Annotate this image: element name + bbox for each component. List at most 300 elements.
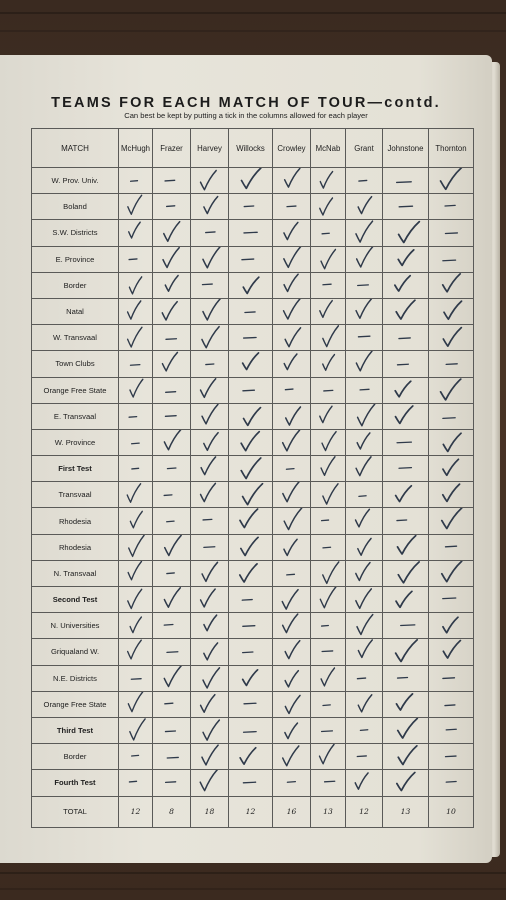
selection-cell [273, 560, 311, 586]
match-name: Second Test [32, 587, 119, 613]
tick-mark [241, 432, 259, 451]
tick-mark [356, 351, 372, 371]
tick-mark [202, 404, 218, 423]
tick-mark [323, 484, 338, 504]
tick-mark [284, 223, 298, 240]
dash-mark [446, 756, 456, 757]
table-row [32, 194, 474, 220]
match-name: Boland [32, 194, 119, 220]
selection-cell [153, 246, 191, 272]
booklet-page [0, 55, 492, 863]
dash-mark [397, 182, 411, 183]
dash-mark [167, 652, 178, 653]
tick-mark [164, 222, 180, 242]
selection-cell [119, 351, 153, 377]
tick-mark [320, 406, 332, 422]
dash-mark [167, 206, 175, 207]
selection-cell [311, 325, 346, 351]
dash-mark [399, 206, 412, 207]
tick-mark [201, 694, 215, 711]
tick-mark [395, 275, 410, 290]
dash-mark [130, 365, 140, 366]
selection-cell [229, 377, 273, 403]
selection-cell [153, 560, 191, 586]
tick-mark [128, 641, 142, 660]
selection-cell [191, 717, 229, 743]
dash-mark [242, 259, 254, 260]
selection-cell [273, 298, 311, 324]
dash-mark [322, 626, 329, 627]
dash-mark [286, 469, 294, 470]
selection-cell [273, 665, 311, 691]
tick-mark [130, 512, 142, 528]
selection-cell [153, 482, 191, 508]
selection-cell [153, 429, 191, 455]
match-name: Third Test [32, 717, 119, 743]
selection-cell [229, 194, 273, 220]
selection-cell [383, 639, 429, 665]
dash-mark [131, 181, 138, 182]
tick-mark [398, 535, 416, 553]
tick-mark [165, 275, 178, 291]
selection-cell [383, 168, 429, 194]
selection-cell [429, 194, 474, 220]
selection-cell [119, 691, 153, 717]
tick-mark [164, 430, 180, 450]
selection-cell [229, 744, 273, 770]
table-row [32, 717, 474, 743]
selection-cell [429, 560, 474, 586]
selection-cell [311, 377, 346, 403]
dash-mark [243, 783, 255, 784]
player-header: Harvey [191, 129, 229, 168]
table-row [32, 639, 474, 665]
selection-cell [346, 220, 383, 246]
selection-cell [383, 403, 429, 429]
dash-mark [322, 520, 329, 521]
dash-mark [322, 234, 329, 235]
match-name: Rhodesia [32, 508, 119, 534]
selection-cell [119, 325, 153, 351]
tick-mark [203, 667, 219, 687]
selection-cell [229, 587, 273, 613]
selection-cell [383, 351, 429, 377]
selection-cell [311, 639, 346, 665]
tick-mark [284, 274, 298, 291]
tick-mark [285, 695, 300, 713]
dash-mark [446, 782, 456, 783]
tick-mark [282, 590, 298, 609]
selection-cell [383, 325, 429, 351]
selection-cell [119, 639, 153, 665]
selection-cell [273, 403, 311, 429]
match-name: Town Clubs [32, 351, 119, 377]
tick-mark [358, 404, 375, 426]
selection-cell [383, 194, 429, 220]
dash-mark [445, 233, 457, 234]
tick-mark [396, 591, 412, 607]
selection-cell [229, 168, 273, 194]
tick-mark [163, 247, 179, 267]
tick-mark [129, 535, 144, 556]
selection-cell [153, 587, 191, 613]
selection-cell [273, 717, 311, 743]
tick-mark [283, 482, 300, 502]
match-name: N. Transvaal [32, 560, 119, 586]
selection-cell [191, 429, 229, 455]
dash-mark [357, 756, 366, 757]
dash-mark [131, 678, 141, 679]
total-value: 12 [346, 796, 383, 827]
dash-mark [398, 677, 408, 678]
tick-mark [442, 508, 462, 529]
dash-mark [244, 233, 257, 234]
tick-mark [285, 641, 300, 659]
player-header: Johnstone [383, 129, 429, 168]
tick-mark [395, 381, 411, 397]
tick-mark [128, 301, 141, 319]
selection-cell [311, 482, 346, 508]
selection-cell [153, 456, 191, 482]
selection-cell [119, 168, 153, 194]
dash-mark [166, 339, 177, 340]
selection-cell [346, 691, 383, 717]
dash-mark [325, 782, 335, 783]
selection-cell [429, 403, 474, 429]
selection-cell [346, 377, 383, 403]
dash-mark [166, 782, 176, 783]
selection-cell [229, 613, 273, 639]
selection-cell [119, 456, 153, 482]
tick-mark [444, 301, 462, 319]
player-header: Frazer [153, 129, 191, 168]
table-row [32, 456, 474, 482]
player-header: Grant [346, 129, 383, 168]
selection-cell [429, 298, 474, 324]
tick-mark [357, 247, 373, 267]
selection-cell [153, 272, 191, 298]
selection-cell [191, 272, 229, 298]
table-row [32, 744, 474, 770]
tick-mark [356, 299, 371, 318]
selection-cell [429, 272, 474, 298]
selection-cell [429, 508, 474, 534]
selection-cell [346, 298, 383, 324]
tick-mark [356, 510, 370, 528]
table-row [32, 246, 474, 272]
tick-mark [202, 327, 219, 348]
selection-cell [346, 639, 383, 665]
total-value: 8 [153, 796, 191, 827]
tick-mark [284, 354, 297, 370]
tick-mark [285, 723, 298, 738]
tick-mark [320, 198, 333, 215]
dash-mark [165, 180, 175, 181]
tick-mark [443, 328, 461, 347]
selection-cell [229, 325, 273, 351]
selection-cell [429, 717, 474, 743]
dash-mark [245, 312, 255, 313]
dash-mark [165, 703, 173, 704]
selection-cell [229, 770, 273, 796]
selection-cell [429, 770, 474, 796]
tick-mark [204, 197, 218, 214]
selection-cell [429, 246, 474, 272]
selection-cell [311, 691, 346, 717]
selection-cell [383, 770, 429, 796]
selection-cell [429, 587, 474, 613]
tick-mark [240, 564, 257, 582]
selection-cell [311, 246, 346, 272]
selection-cell [153, 325, 191, 351]
selection-cell [311, 351, 346, 377]
selection-cell [229, 246, 273, 272]
total-value: 10 [429, 796, 474, 827]
selection-cell [383, 482, 429, 508]
dash-mark [323, 705, 330, 706]
selection-cell [273, 744, 311, 770]
selection-cell [346, 587, 383, 613]
tick-mark [320, 301, 332, 318]
tick-mark [129, 277, 141, 294]
tick-mark [320, 745, 335, 764]
selection-cell [383, 220, 429, 246]
selection-cell [346, 351, 383, 377]
table-row [32, 220, 474, 246]
tick-mark [243, 669, 258, 685]
selection-cell [273, 613, 311, 639]
selection-cell [383, 613, 429, 639]
tick-mark [321, 249, 335, 268]
tick-mark [201, 457, 215, 475]
selection-cell [191, 403, 229, 429]
dash-mark [360, 389, 369, 390]
tick-mark [398, 718, 417, 738]
match-name: First Test [32, 456, 119, 482]
dash-mark [165, 731, 175, 732]
selection-cell [119, 429, 153, 455]
selection-cell [229, 298, 273, 324]
total-value: 13 [383, 796, 429, 827]
selection-cell [346, 508, 383, 534]
dash-mark [204, 546, 215, 547]
selection-cell [346, 744, 383, 770]
selection-cell [191, 508, 229, 534]
table-row [32, 168, 474, 194]
tick-mark [129, 223, 140, 239]
selection-cell [429, 325, 474, 351]
tick-mark [164, 666, 181, 686]
selection-cell [191, 168, 229, 194]
dash-mark [242, 600, 252, 601]
selection-cell [429, 744, 474, 770]
selection-cell [229, 717, 273, 743]
selection-cell [229, 351, 273, 377]
table-row [32, 770, 474, 796]
tick-mark [128, 589, 142, 608]
selection-cell [346, 665, 383, 691]
player-header: McNab [311, 129, 346, 168]
match-name: S.W. Districts [32, 220, 119, 246]
selection-cell [153, 508, 191, 534]
dash-mark [287, 206, 296, 207]
tick-mark [358, 538, 371, 555]
selection-cell [383, 298, 429, 324]
tick-mark [128, 195, 142, 214]
tick-mark [323, 355, 335, 371]
dash-mark [399, 468, 411, 469]
selection-cell [346, 770, 383, 796]
match-name: Transvaal [32, 482, 119, 508]
dash-mark [244, 732, 256, 733]
table-row [32, 325, 474, 351]
tick-mark [358, 197, 371, 214]
tick-mark [356, 562, 370, 580]
dash-mark [285, 389, 293, 390]
selection-cell [429, 534, 474, 560]
dash-mark [358, 285, 369, 286]
dash-mark [129, 259, 137, 260]
dash-mark [132, 443, 140, 444]
selection-cell [429, 456, 474, 482]
dash-mark [287, 782, 295, 783]
selection-cell [273, 770, 311, 796]
selection-cell [119, 560, 153, 586]
selection-cell [191, 377, 229, 403]
tick-mark [204, 615, 217, 631]
tick-mark [243, 484, 263, 505]
tick-mark [320, 587, 336, 608]
selection-cell [119, 665, 153, 691]
selection-cell [119, 272, 153, 298]
match-name: N. Universities [32, 613, 119, 639]
dash-mark [166, 391, 176, 392]
selection-cell [153, 770, 191, 796]
dash-mark [323, 284, 331, 285]
dash-mark [202, 284, 212, 285]
tick-mark [130, 617, 141, 632]
tick-mark [162, 302, 177, 320]
dash-mark [443, 598, 456, 599]
selection-cell [191, 298, 229, 324]
tick-mark [240, 509, 258, 528]
table-row [32, 429, 474, 455]
selection-cell [429, 639, 474, 665]
total-value: 16 [273, 796, 311, 827]
selection-cell [273, 534, 311, 560]
selection-cell [119, 587, 153, 613]
selection-cell [346, 246, 383, 272]
selection-cell [429, 377, 474, 403]
selection-cell [346, 456, 383, 482]
dash-mark [359, 496, 366, 497]
selection-cell [153, 691, 191, 717]
selection-cell [311, 220, 346, 246]
dash-mark [206, 364, 214, 365]
selection-cell [383, 744, 429, 770]
tick-mark [203, 720, 219, 740]
selection-cell [119, 298, 153, 324]
tick-mark [162, 353, 177, 371]
match-name: W. Prov. Univ. [32, 168, 119, 194]
selection-cell [346, 613, 383, 639]
selection-cell [119, 534, 153, 560]
tick-mark [240, 748, 256, 764]
table-row [32, 665, 474, 691]
tick-mark [357, 615, 373, 635]
dash-mark [397, 442, 411, 443]
selection-cell [153, 639, 191, 665]
dash-mark [243, 390, 254, 391]
tick-mark [396, 300, 415, 319]
player-header: Thornton [429, 129, 474, 168]
match-name: Natal [32, 298, 119, 324]
tick-mark [202, 745, 218, 765]
selection-cell [311, 168, 346, 194]
tick-mark [358, 640, 372, 657]
tick-mark [200, 770, 217, 791]
dash-mark [445, 206, 455, 207]
match-name: W. Province [32, 429, 119, 455]
selection-cell [383, 560, 429, 586]
selection-cell [273, 168, 311, 194]
dash-mark [358, 336, 370, 337]
total-row [32, 796, 474, 827]
dash-mark [397, 520, 407, 521]
tick-mark [357, 433, 370, 449]
table-row [32, 272, 474, 298]
tick-mark [356, 222, 373, 243]
selection-cell [273, 351, 311, 377]
tick-mark [442, 561, 462, 581]
player-header: Willocks [229, 129, 273, 168]
selection-cell [346, 534, 383, 560]
selection-cell [273, 691, 311, 717]
selection-cell [429, 691, 474, 717]
dash-mark [167, 573, 175, 574]
selection-cell [429, 613, 474, 639]
selection-cell [383, 429, 429, 455]
selection-cell [229, 639, 273, 665]
tick-mark [286, 407, 301, 425]
tick-mark [285, 168, 300, 187]
total-label: TOTAL [32, 796, 119, 827]
dash-mark [132, 468, 139, 469]
tick-mark [398, 562, 419, 583]
match-name: Orange Free State [32, 691, 119, 717]
tick-mark [164, 588, 180, 607]
header-row [32, 129, 474, 168]
tick-mark [358, 695, 371, 712]
match-name: W. Transvaal [32, 325, 119, 351]
tick-mark [243, 353, 259, 370]
match-name: E. Transvaal [32, 403, 119, 429]
selection-cell [191, 220, 229, 246]
selection-cell [191, 770, 229, 796]
selection-cell [153, 744, 191, 770]
match-name: Orange Free State [32, 377, 119, 403]
selection-cell [191, 351, 229, 377]
selection-cell [311, 770, 346, 796]
dash-mark [287, 574, 295, 575]
selection-cell [273, 482, 311, 508]
tick-mark [165, 535, 181, 555]
tick-mark [203, 247, 221, 268]
selection-cell [383, 534, 429, 560]
tick-mark [321, 668, 334, 686]
tick-mark [443, 433, 461, 451]
match-name: Fourth Test [32, 770, 119, 796]
